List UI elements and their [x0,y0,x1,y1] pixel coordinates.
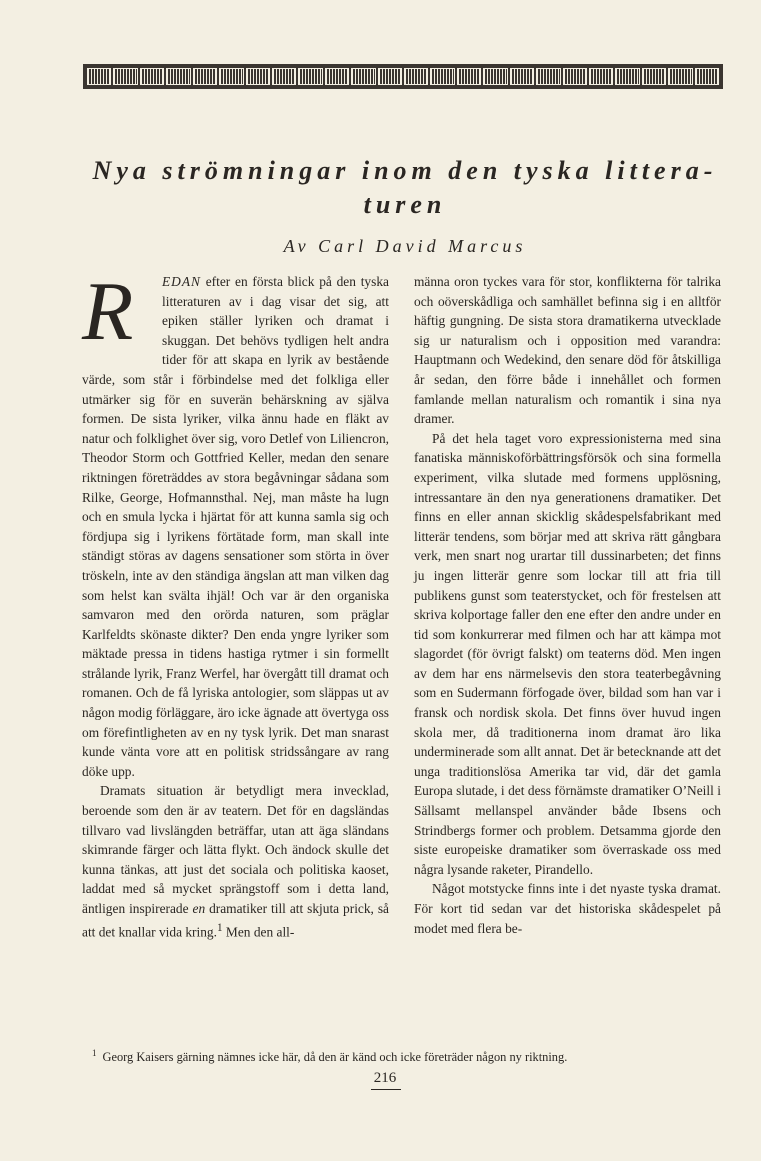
paragraph-5: Något motstycke finns inte i det nyaste tyska dramat. För kort tid sedan var det historiska skådespelet på modet med flera be- [414,881,721,936]
paragraph-3: männa oron tyckes vara för stor, konflikterna för talrika och oöverskådliga och samhället befinna sig i en alltför häftig gungning. De sista stora dramatikerna utvecklade sig ur naturalism och i opposition med varandra: Hauptmann och Wedekind, den senare död för åtskilliga år sedan, den förre både i innehållet och formen famlande mellan naturalism och romantik i sina nya dramer. [414,274,721,427]
footnote-marker: 1 [92,1048,97,1058]
footnote-text: Georg Kaisers gärning nämnes icke här, då den är känd och icke företräder någon ny riktning. [102,1050,568,1065]
paragraph-2: Dramats situation är betydligt mera invecklad, beroende som den är av teatern. Det för en dagsländas tillvaro vad livslängden beträffar, utan att äga sländans skimrande färger och lätta flykt. Och ändock skulle det kunna tänkas, att just det sociala och politiska kaoset, laddat med så mycket sprängstoff som i detta land, äntligen inspirerade en dramatiker till att skjuta prick, så att det knallar vida kring.$^1$ Men den all- [82,783,389,940]
paragraph-4: På det hela taget voro expressionisterna med sina fanatiska människoförbättringsförsök och sina formella experiment, vilka slutade med formens upplösning, intressantare än den nya generationens dramatiker. Det finns en eller annan skicklig skådespelsfabrikant med litterär tendens, som börjar med att skriva rätt gångbara verk, men snart nog urartar till dussinarbeten; det finns ju ingen litterär genre som lockar till att fria till publikens gunst som teaterstycket, och för frestelsen att skriva kolportage faller den ene efter den andre under en tid som konkurrerar med filmen och har att kämpa mot slagordet (för övrigt falskt) om teaterns död. Men ingen av dem har ens närmelsevis den stora teaterbegåvning som en Sudermann förfogade över, bildad som han var i fransk och nordisk skola. Det finns över huvud ingen skola mer, då traditionerna inom dramat äro lika underminerade som allt annat. Det är betecknande att det unga traditionslösa Amerika tar vid, där det gamla Europa slutade, i det dess förnämste dramatiker O’Neill i Sällsamt mellanspel använder både Ibsens och Strindbergs former och problem. Detsamma gjorde den siste europeiske dramatiker som överraskade oss med några lysande raketer, Pirandello. [414,430,721,877]
article-title: Nya strömningar inom den tyska littera- turen [92,156,718,219]
article-byline: Av Carl David Marcus [283,236,527,256]
emphasis-word: en [192,901,206,916]
paragraph-1 [82,265,389,781]
lead-in-word: EDAN [162,274,201,289]
right-column [414,272,721,938]
left-column [82,265,389,942]
page-number: 216 [373,1070,397,1086]
footnote-reference[interactable]: 1 [216,921,223,934]
page-number-rule [371,1089,401,1090]
paragraph-1-text: efter en första blick på den tyska litteraturen av i dag visar det sig, att epiken ställer lyriken och dramat i skuggan. Det behövs tydligen helt andra tider för att skapa en lyrik av bestående värde, som står i förbindelse med det folkliga eller utmärker sig för en suverän behärskning av själva formen. De sista lyriker, vilka ännu hade en fläkt av natur och folklighet över sig, voro Detlef von Liliencron, Theodor Storm och Gottfried Keller, medan den senare riktningen företräddes av stora begåvningar sådana som Rilke, George, Hofmannsthal. Nej, man måste ha lugn och en smula lycka i hjärtat för att kunna samla sig och fördjupa sig i lyrikens förtätade form, man skall inte ständigt störas av dagens sensationer som störta in över tröskeln, inte av den ständiga ängslan att man vilken dag som helst kan svälta ihjäl! Och var är den organiska samvaron med den orörda naturen, som präglar Karlfeldts skönaste dikter? Den enda yngre lyriker som mäktade pressa in tidens hastiga rytmer i sin formellt strålande lyrik, Franz Werfel, har övergått till dramat och romanen. Och de få lyriska antologier, som släppas ut av någon modig förläggare, äro icke ägnade att övertyga oss om förefintligheten av en ny tysk lyrik. Det man snarast kunde vänta vore att en politisk stridssångare av rang döke upp. [82,274,389,779]
drop-cap: R [82,265,134,358]
ornamental-header-band [83,64,723,89]
footnote [92,1045,732,1065]
